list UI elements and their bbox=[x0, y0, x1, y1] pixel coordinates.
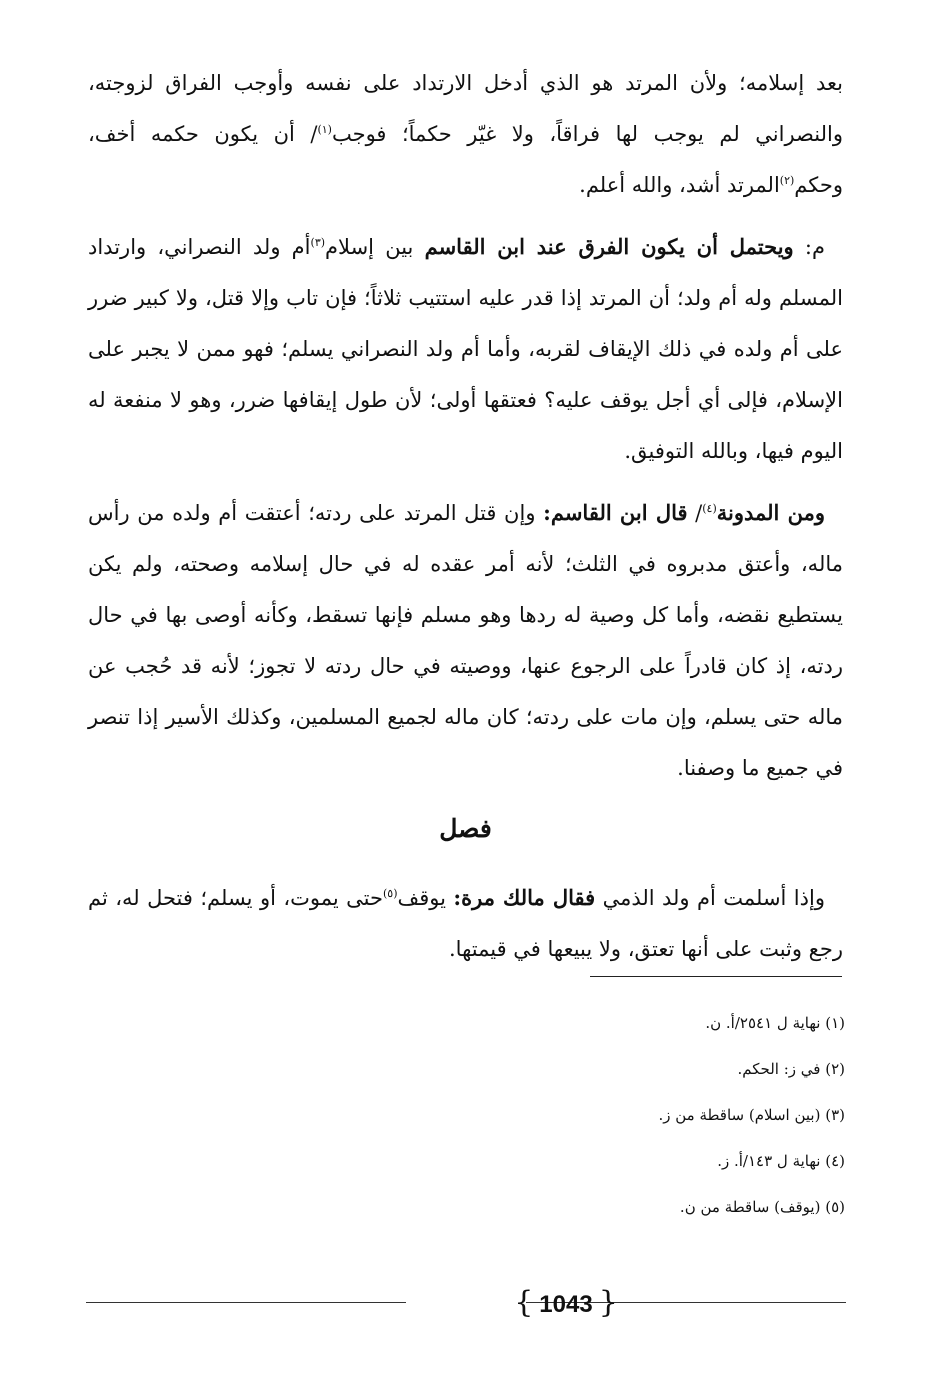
p4-text-1: وإذا أسلمت أم ولد الذمي bbox=[602, 886, 825, 910]
p4-text-3: حتى يموت، أو يسلم؛ فتحل له، ثم رجع وثبت على أنها تعتق، ولا يبيعها في قيمتها. bbox=[88, 886, 843, 961]
paragraph-1 bbox=[88, 58, 843, 211]
footnote-4: (٤) نهاية ل ١٤٣/أ. ز. bbox=[717, 1152, 845, 1170]
footnote-ref-5[interactable]: (٥) bbox=[382, 887, 398, 900]
brace-close-icon: } bbox=[598, 1285, 618, 1320]
footnotes bbox=[425, 1003, 845, 1233]
footnote-1: (١) نهاية ل ٢٥٤١/أ. ن. bbox=[705, 1014, 845, 1032]
p3-speaker: قال ابن القاسم: bbox=[543, 500, 688, 525]
p1-text-3: المرتد أشد، والله أعلم. bbox=[579, 173, 780, 197]
p3-source-label: ومن المدونة bbox=[716, 500, 826, 525]
p2-text-2: أم ولد النصراني، وارتداد المسلم وله أم ولد؛ أن المرتد إذا قدر عليه استتيب ثلاثاً؛ فإن تاب وإلا قتل، ولا كبير ضرر على أم ولده في ذلك الإيقاف لقربه، وأما أم ولد النصراني يسلم؛ فهو ممن لا يجبر على الإسلام، فإلى أي أجل يوقف عليه؟ فعتقها أولى؛ لأن طول إيقافها ضرر، وهو لا منفعة له اليوم فيها، وبالله التوفيق. bbox=[88, 235, 843, 463]
page-footer bbox=[86, 1280, 846, 1330]
p2-lead: م: bbox=[804, 235, 825, 259]
p3-text: وإن قتل المرتد على ردته؛ أعتقت أم ولده من رأس ماله، وأعتق مدبروه في الثلث؛ لأنه أمر عقده له في حال إسلامه وصحته، ولم يكن يستطيع نقضه، وأما كل وصية له ردها وهو مسلم فإنها تسقط، وكأنه أوصى بها في حال ردته، إذ كان قادراً على الرجوع عنها، ووصيته في حال ردته لا تجوز؛ لأنه قد حُجب عن ماله حتى يسلم، وإن مات على ردته؛ كان ماله لجميع المسلمين، وكذلك الأسير إذا تنصر في جميع ما وصفنا. bbox=[88, 501, 843, 780]
footer-rule-left bbox=[86, 1302, 406, 1303]
footnote-separator bbox=[590, 976, 842, 977]
footnote-ref-1[interactable]: (١) bbox=[317, 123, 332, 136]
footnote-5: (٥) (يوقف) ساقطة من ن. bbox=[679, 1198, 845, 1216]
p1-text-2: / أن يكون حكمه أخف، وحكم bbox=[88, 122, 843, 197]
paragraph-3 bbox=[88, 487, 843, 794]
p2-bold-phrase: ويحتمل أن يكون الفرق عند ابن القاسم bbox=[424, 234, 794, 259]
brace-open-icon: { bbox=[514, 1285, 534, 1320]
footnote-ref-4[interactable]: (٤) bbox=[702, 502, 717, 515]
p4-bold-phrase: فقال مالك مرة: bbox=[453, 885, 596, 910]
paragraph-2 bbox=[88, 221, 843, 477]
main-text bbox=[88, 58, 843, 985]
paragraph-4 bbox=[88, 872, 843, 975]
p3-separator: / bbox=[695, 501, 703, 525]
page-number bbox=[486, 1284, 646, 1324]
footnote-ref-2[interactable]: (٢) bbox=[779, 174, 795, 187]
page-number-value: 1043 bbox=[539, 1291, 593, 1318]
footnote-3: (٣) (بين اسلام) ساقطة من ز. bbox=[658, 1106, 845, 1124]
section-heading-text: فصل bbox=[439, 814, 492, 843]
p2-text-1: بين إسلام bbox=[325, 235, 414, 259]
footnote-ref-3[interactable]: (٣) bbox=[310, 236, 326, 249]
footnote-2: (٢) في ز: الحكم. bbox=[737, 1060, 845, 1078]
p4-text-2: يوقف bbox=[397, 886, 446, 910]
p1-text-1: بعد إسلامه؛ ولأن المرتد هو الذي أدخل الارتداد على نفسه وأوجب الفراق لزوجته، والنصراني لم يوجب لها فراقاً، ولا غيّر حكماً؛ فوجب bbox=[88, 71, 843, 146]
section-heading bbox=[88, 804, 843, 854]
